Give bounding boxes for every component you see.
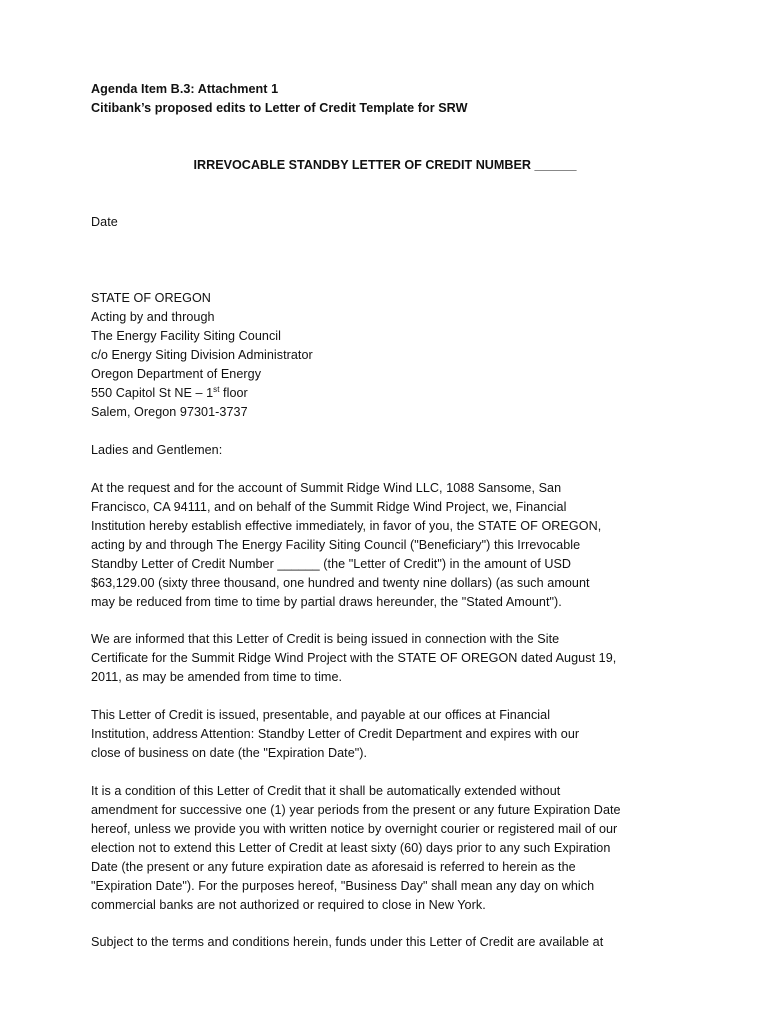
paragraph-line: Standby Letter of Credit Number ______ (the "Letter of Credit") in the amount of USD [91,557,572,571]
salutation-block [91,441,691,460]
address-line-3: The Energy Facility Siting Council [91,329,281,343]
paragraph-line: We are informed that this Letter of Credit is being issued in connection with the Site [91,632,560,646]
paragraph-line: commercial banks are not authorized or required to close in New York. [91,898,486,912]
recipient-address [91,289,691,422]
paragraph-line: Certificate for the Summit Ridge Wind Project with the STATE OF OREGON dated August 19, [91,651,617,665]
address-line-2: Acting by and through [91,310,215,324]
address-line-1: STATE OF OREGON [91,291,211,305]
paragraph-line: election not to extend this Letter of Credit at least sixty (60) days prior to any such Expiration [91,841,611,855]
paragraph-1 [91,479,691,612]
address-line-5: Oregon Department of Energy [91,367,262,381]
address-street: 550 Capitol St NE – 1 [91,386,214,400]
paragraph-line: may be reduced from time to time by partial draws hereunder, the "Stated Amount"). [91,595,562,609]
letter-title: IRREVOCABLE STANDBY LETTER OF CREDIT NUMBER ______ [193,158,577,172]
paragraph-line: Subject to the terms and conditions herein, funds under this Letter of Credit are available at [91,935,604,949]
paragraph-2 [91,630,691,687]
date-line [91,213,691,232]
address-floor-ordinal: st [213,384,220,394]
salutation: Ladies and Gentlemen: [91,443,223,457]
paragraph-line: Institution hereby establish effective immediately, in favor of you, the STATE OF OREGON, [91,519,602,533]
address-floor: floor [219,386,248,400]
date-label: Date [91,215,118,229]
document-header [91,80,691,118]
paragraph-line: 2011, as may be amended from time to time. [91,670,343,684]
document-subtitle: Citibank’s proposed edits to Letter of Credit Template for SRW [91,101,468,115]
address-line-7: Salem, Oregon 97301-3737 [91,405,248,419]
paragraph-line: $63,129.00 (sixty three thousand, one hundred and twenty nine dollars) (as such amount [91,576,590,590]
paragraph-5 [91,933,691,952]
paragraph-line: acting by and through The Energy Facility Siting Council ("Beneficiary") this Irrevocable [91,538,581,552]
paragraph-line: At the request and for the account of Summit Ridge Wind LLC, 1088 Sansome, San [91,481,562,495]
paragraph-line: amendment for successive one (1) year periods from the present or any future Expiration Date [91,803,621,817]
address-line-4: c/o Energy Siting Division Administrator [91,348,313,362]
paragraph-line: This Letter of Credit is issued, presentable, and payable at our offices at Financial [91,708,551,722]
paragraph-4 [91,782,691,915]
paragraph-line: It is a condition of this Letter of Credit that it shall be automatically extended without [91,784,561,798]
paragraph-line: hereof, unless we provide you with written notice by overnight courier or registered mail of our [91,822,618,836]
address-line-6 [91,384,691,403]
paragraph-line: Francisco, CA 94111, and on behalf of the Summit Ridge Wind Project, we, Financial [91,500,567,514]
paragraph-line: close of business on date (the "Expiration Date"). [91,746,368,760]
paragraph-3 [91,706,691,763]
agenda-item-heading: Agenda Item B.3: Attachment 1 [91,82,279,96]
paragraph-line: Institution, address Attention: Standby Letter of Credit Department and expires with our [91,727,580,741]
paragraph-line: Date (the present or any future expiration date as aforesaid is referred to herein as the [91,860,576,874]
paragraph-line: "Expiration Date"). For the purposes hereof, "Business Day" shall mean any day on which [91,879,595,893]
